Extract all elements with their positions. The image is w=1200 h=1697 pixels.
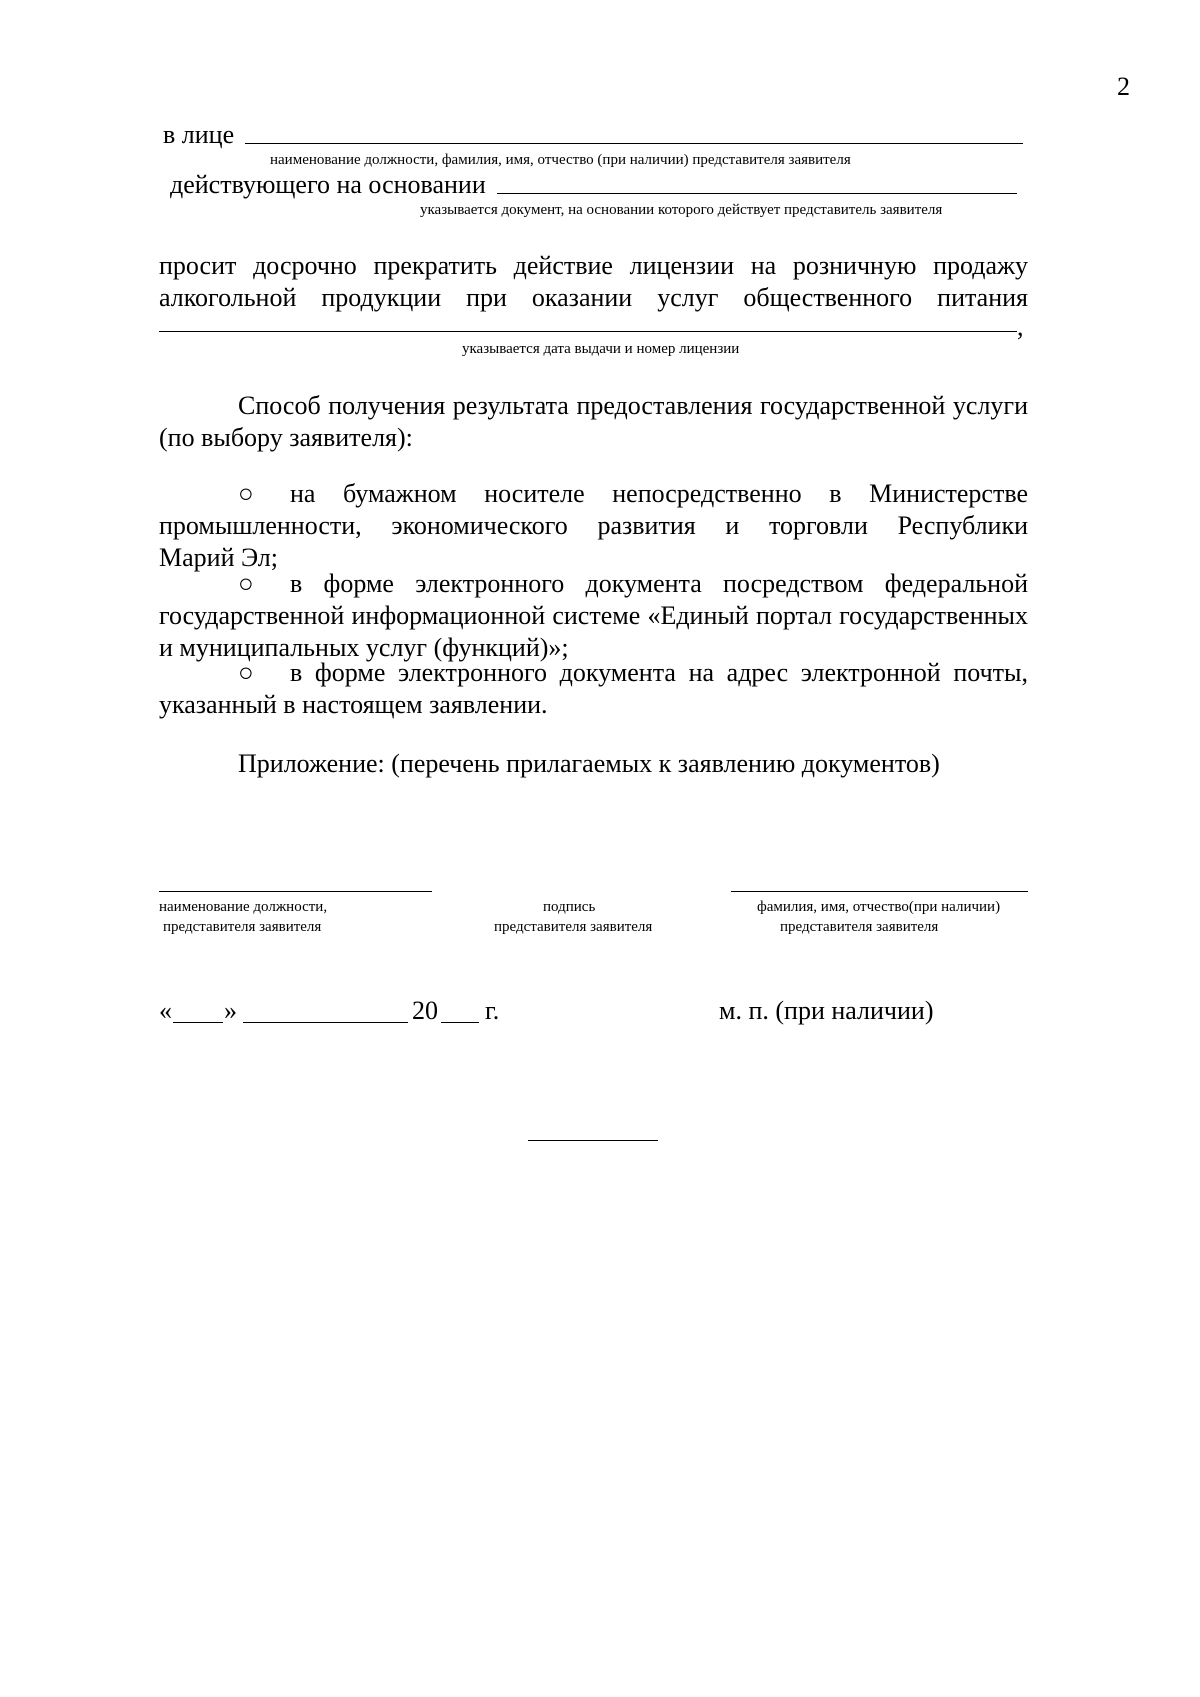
date-close-quote: »	[224, 996, 237, 1025]
date-year-prefix: 20	[412, 996, 438, 1025]
option-text: государственной информационной системе «Единый портал государственных	[159, 601, 1028, 630]
request-line: просит досрочно прекратить действие лицензии на розничную продажу	[159, 251, 1028, 280]
position-caption: представителя заявителя	[163, 919, 322, 935]
option-email	[159, 657, 1028, 721]
representative-caption: наименование должности, фамилия, имя, отчество (при наличии) представителя заявителя	[270, 152, 851, 168]
method-line: Способ получения результата предоставления государственной услуги	[238, 391, 1028, 420]
representative-label: в лице	[163, 120, 235, 149]
date-open-quote: «	[159, 996, 172, 1025]
representative-field-line[interactable]	[245, 143, 1023, 144]
option-text: и муниципальных услуг (функций)»;	[159, 633, 569, 662]
name-caption: представителя заявителя	[780, 919, 939, 935]
license-field-line[interactable]	[159, 331, 1017, 332]
request-paragraph	[159, 250, 1028, 314]
position-signature-line[interactable]	[159, 891, 432, 892]
option-text: в форме электронного документа посредством федеральной	[290, 569, 1028, 598]
radio-circle-icon[interactable]: ○	[238, 658, 254, 687]
radio-circle-icon[interactable]: ○	[238, 569, 254, 598]
basis-label: действующего на основании	[170, 170, 486, 199]
radio-circle-icon[interactable]: ○	[238, 479, 254, 508]
option-text: промышленности, экономического развития и торговли Республики	[159, 511, 1028, 540]
closing-divider	[528, 1140, 658, 1141]
method-paragraph	[159, 390, 1028, 454]
position-caption: наименование должности,	[159, 899, 328, 915]
signature-caption: подпись	[543, 899, 596, 915]
method-line: (по выбору заявителя):	[159, 423, 413, 452]
date-year-suffix: г.	[485, 996, 500, 1025]
date-day-field[interactable]	[173, 1022, 223, 1023]
license-caption: указывается дата выдачи и номер лицензии	[462, 341, 740, 357]
option-text: указанный в настоящем заявлении.	[159, 690, 548, 719]
option-text: на бумажном носителе непосредственно в Министерстве	[290, 479, 1028, 508]
option-text: Марий Эл;	[159, 543, 279, 572]
signature-caption: представителя заявителя	[494, 919, 653, 935]
basis-field-line[interactable]	[497, 193, 1017, 194]
option-portal	[159, 568, 1028, 664]
name-caption: фамилия, имя, отчество(при наличии)	[757, 899, 1001, 915]
request-line: алкогольной продукции при оказании услуг общественного питания	[159, 283, 1028, 312]
date-month-field[interactable]	[243, 1022, 408, 1023]
page-number: 2	[1117, 72, 1130, 101]
name-signature-line[interactable]	[731, 891, 1028, 892]
basis-caption: указывается документ, на основании которого действует представитель заявителя	[420, 202, 943, 218]
attachment-line: Приложение: (перечень прилагаемых к заявлению документов)	[238, 749, 940, 778]
stamp-label: м. п. (при наличии)	[719, 996, 934, 1025]
option-paper	[159, 478, 1028, 574]
trailing-comma: ,	[1017, 312, 1024, 341]
date-year-field[interactable]	[441, 1022, 479, 1023]
option-text: в форме электронного документа на адрес электронной почты,	[290, 658, 1028, 687]
